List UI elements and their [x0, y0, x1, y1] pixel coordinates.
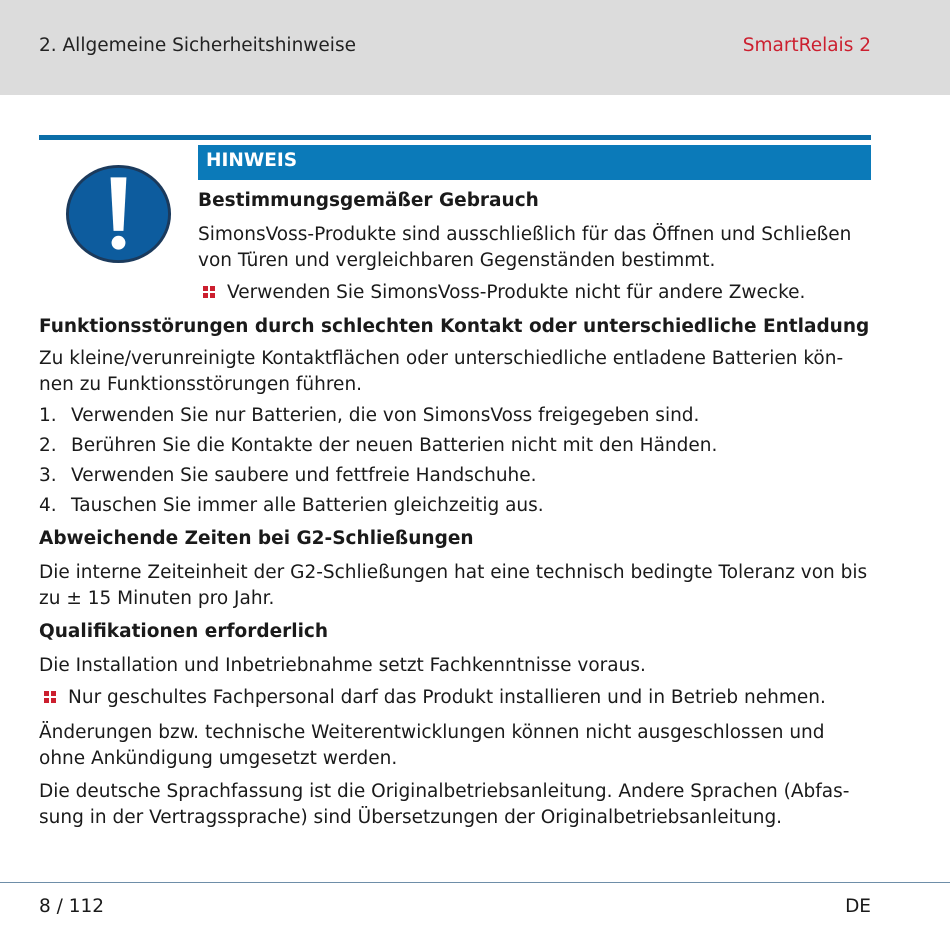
section1-heading: Funktionsstörungen durch schlechten Kontakt oder unterschiedliche Entladung — [39, 316, 870, 337]
list-item-number: 2. — [39, 435, 57, 456]
para1-line2: ohne Ankündigung umgesetzt werden. — [39, 748, 398, 769]
list-item — [39, 463, 537, 489]
page-number: 8 / 112 — [39, 896, 105, 917]
para1-line1: Änderungen bzw. technische Weiterentwicklungen können nicht ausgeschlossen und — [39, 722, 825, 743]
section3-bullet-text: Nur geschultes Fachpersonal darf das Produkt installieren und in Betrieb nehmen. — [68, 687, 826, 708]
section3-heading: Qualifikationen erforderlich — [39, 621, 329, 642]
list-item — [39, 433, 717, 459]
notice-label: HINWEIS — [198, 145, 871, 180]
list-item-text: Berühren Sie die Kontakte der neuen Batterien nicht mit den Händen. — [71, 435, 718, 456]
exclamation-circle-icon — [64, 163, 173, 265]
section2-text-line2: zu ± 15 Minuten pro Jahr. — [39, 588, 275, 609]
red-square-bullet-icon — [203, 286, 216, 299]
section3-bullet — [44, 685, 826, 711]
red-square-bullet-icon — [44, 691, 57, 704]
language-code: DE — [845, 896, 871, 917]
notice-title: Bestimmungsgemäßer Gebrauch — [198, 190, 539, 211]
list-item-text: Verwenden Sie saubere und fettfreie Handschuhe. — [71, 465, 537, 486]
section3-text: Die Installation und Inbetriebnahme setzt Fachkenntnisse voraus. — [39, 655, 646, 676]
page-header — [0, 0, 950, 95]
para2-line1: Die deutsche Sprachfassung ist die Originalbetriebsanleitung. Andere Sprachen (Abfas- — [39, 781, 850, 802]
section2-text-line1: Die interne Zeiteinheit der G2-Schließungen hat eine technisch bedingte Toleranz von bis — [39, 562, 868, 583]
notice-bullet-text: Verwenden Sie SimonsVoss-Produkte nicht für andere Zwecke. — [227, 282, 806, 303]
list-item — [39, 403, 699, 429]
list-item-number: 3. — [39, 465, 57, 486]
notice-top-rule — [39, 135, 871, 140]
notice-text-line1: SimonsVoss-Produkte sind ausschließlich für das Öffnen und Schließen — [198, 224, 852, 245]
section2-heading: Abweichende Zeiten bei G2-Schließungen — [39, 528, 474, 549]
footer-rule — [0, 882, 950, 883]
list-item — [39, 493, 544, 519]
product-name: SmartRelais 2 — [742, 35, 871, 56]
section1-text-line1: Zu kleine/verunreinigte Kontaktflächen oder unterschiedliche entladene Batterien kön- — [39, 348, 844, 369]
para2-line2: sung in der Vertragssprache) sind Übersetzungen der Originalbetriebsanleitung. — [39, 807, 783, 828]
section1-text-line2: nen zu Funktionsstörungen führen. — [39, 374, 363, 395]
list-item-number: 1. — [39, 405, 57, 426]
section-title: 2. Allgemeine Sicherheitshinweise — [39, 35, 356, 56]
list-item-text: Tauschen Sie immer alle Batterien gleichzeitig aus. — [71, 495, 544, 516]
notice-text-line2: von Türen und vergleichbaren Gegenständen bestimmt. — [198, 250, 716, 271]
list-item-text: Verwenden Sie nur Batterien, die von SimonsVoss freigegeben sind. — [71, 405, 700, 426]
list-item-number: 4. — [39, 495, 57, 516]
notice-bullet — [203, 280, 805, 306]
